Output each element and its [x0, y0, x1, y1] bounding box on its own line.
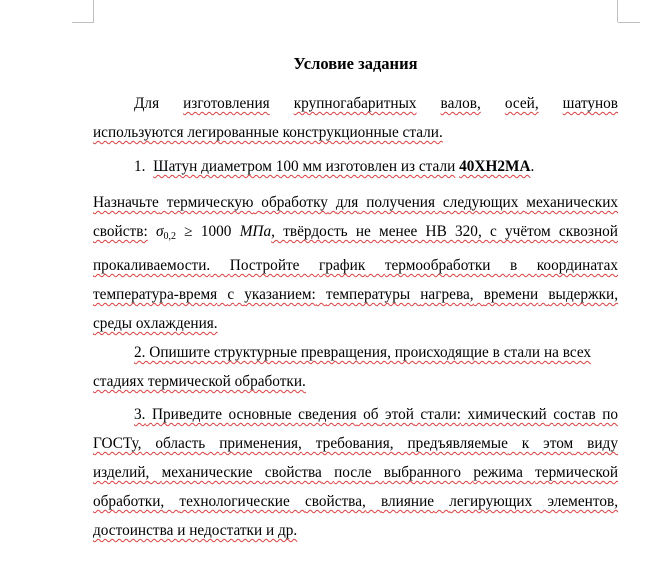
sigma-glyph: σ — [155, 223, 164, 240]
word: 3. — [134, 406, 146, 423]
word: требования, — [315, 435, 394, 452]
sigma-subscript: 0,2 — [163, 231, 176, 242]
item-1 — [93, 152, 618, 181]
word: термическую — [166, 194, 254, 211]
intro-paragraph — [93, 89, 618, 147]
strength-value: ≥ 1000 — [184, 223, 232, 240]
word: выдержки, — [548, 286, 619, 303]
item-2-line-1: 2. Опишите структурные превращения, происходящие в стали на всех — [134, 344, 592, 361]
item-1-text: Шатун диаметром 100 мм изготовлен из стали — [153, 158, 456, 175]
item-3-line-5: достоинства и недостатки и др. — [93, 522, 298, 539]
word: об — [363, 406, 379, 423]
item-3-line-1 — [93, 400, 618, 429]
word: обработки, — [93, 493, 165, 510]
item-3 — [93, 400, 618, 545]
word: времени — [483, 286, 539, 303]
word: к — [521, 435, 530, 452]
word: свойств: — [93, 223, 148, 240]
word: термообработки — [384, 257, 491, 274]
word: указанием: — [244, 286, 316, 303]
word: осей, — [504, 95, 539, 112]
word: свойства, — [304, 493, 366, 510]
task-line-3 — [93, 251, 618, 280]
word: Назначьте — [93, 194, 159, 211]
word: область — [155, 435, 206, 452]
word: обработку — [261, 194, 328, 211]
word: влияние — [381, 493, 435, 510]
task-line-1 — [93, 188, 618, 217]
item-3-line-2 — [93, 429, 618, 458]
word: состав — [553, 406, 596, 423]
word: с — [227, 286, 235, 303]
word: валов, — [440, 95, 481, 112]
sigma-symbol — [156, 223, 176, 240]
word: этом — [543, 435, 574, 452]
word: получения — [366, 194, 435, 211]
intro-line-2: используются легированные конструкционные стали. — [93, 124, 443, 141]
task-line-2 — [93, 217, 618, 251]
word: после — [334, 464, 372, 481]
task-line-5: среды охлаждения. — [93, 315, 218, 332]
word: виду — [587, 435, 618, 452]
word: предъявляемые — [407, 435, 508, 452]
item-2-line-2: стадиях термической обработки. — [93, 373, 306, 390]
margin-mark-top-right-horizontal — [618, 22, 640, 23]
word: основные — [228, 406, 292, 423]
word: сведения — [298, 406, 357, 423]
item-3-line-3 — [93, 458, 618, 487]
word: выбранного — [383, 464, 462, 481]
word: этой — [385, 406, 414, 423]
word: по — [602, 406, 619, 423]
word: прокаливаемости. — [93, 257, 211, 274]
margin-mark-top-left-horizontal — [72, 22, 94, 23]
word: Приведите — [151, 406, 223, 423]
word: изделий, — [93, 464, 150, 481]
word: режима — [473, 464, 523, 481]
strength-unit: МПа — [239, 223, 272, 240]
word: график — [319, 257, 366, 274]
word: механических — [526, 194, 619, 211]
word: Постройте — [229, 257, 300, 274]
word: изготовления — [183, 95, 270, 112]
item-1-end: . — [530, 158, 535, 175]
item-1-number: 1. — [134, 158, 146, 175]
margin-mark-top-right — [617, 0, 618, 22]
word: следующих — [442, 194, 519, 211]
word: технологические — [179, 493, 290, 510]
word: температуры — [325, 286, 411, 303]
word: применения, — [219, 435, 302, 452]
word: для — [335, 194, 359, 211]
word: механические — [161, 464, 253, 481]
item-1-line — [93, 152, 618, 181]
task-paragraph — [93, 188, 618, 338]
word: координатах — [536, 257, 619, 274]
word: ГОСТу, — [93, 435, 142, 452]
steel-grade: 40ХН2МА — [459, 158, 531, 175]
intro-line-1 — [93, 89, 618, 118]
word: стали: — [420, 406, 462, 423]
word: свойства — [264, 464, 322, 481]
word: в — [510, 257, 518, 274]
word: термической — [535, 464, 619, 481]
word: температура-время — [93, 286, 218, 303]
margin-mark-top-left — [93, 0, 94, 22]
item-3-line-4 — [93, 487, 618, 516]
task-line-2-rest: , твёрдость не менее НВ 320, с учётом сквозной — [271, 223, 618, 240]
word: крупногабаритных — [293, 95, 417, 112]
document-title: Условие задания — [293, 54, 418, 73]
word: элементов, — [547, 493, 619, 510]
word: нагрева, — [420, 286, 474, 303]
item-2 — [93, 338, 618, 396]
word: химический — [467, 406, 547, 423]
word: шатунов — [562, 95, 619, 112]
word: Для — [134, 95, 160, 112]
task-line-4 — [93, 280, 618, 309]
word: легирующих — [449, 493, 533, 510]
